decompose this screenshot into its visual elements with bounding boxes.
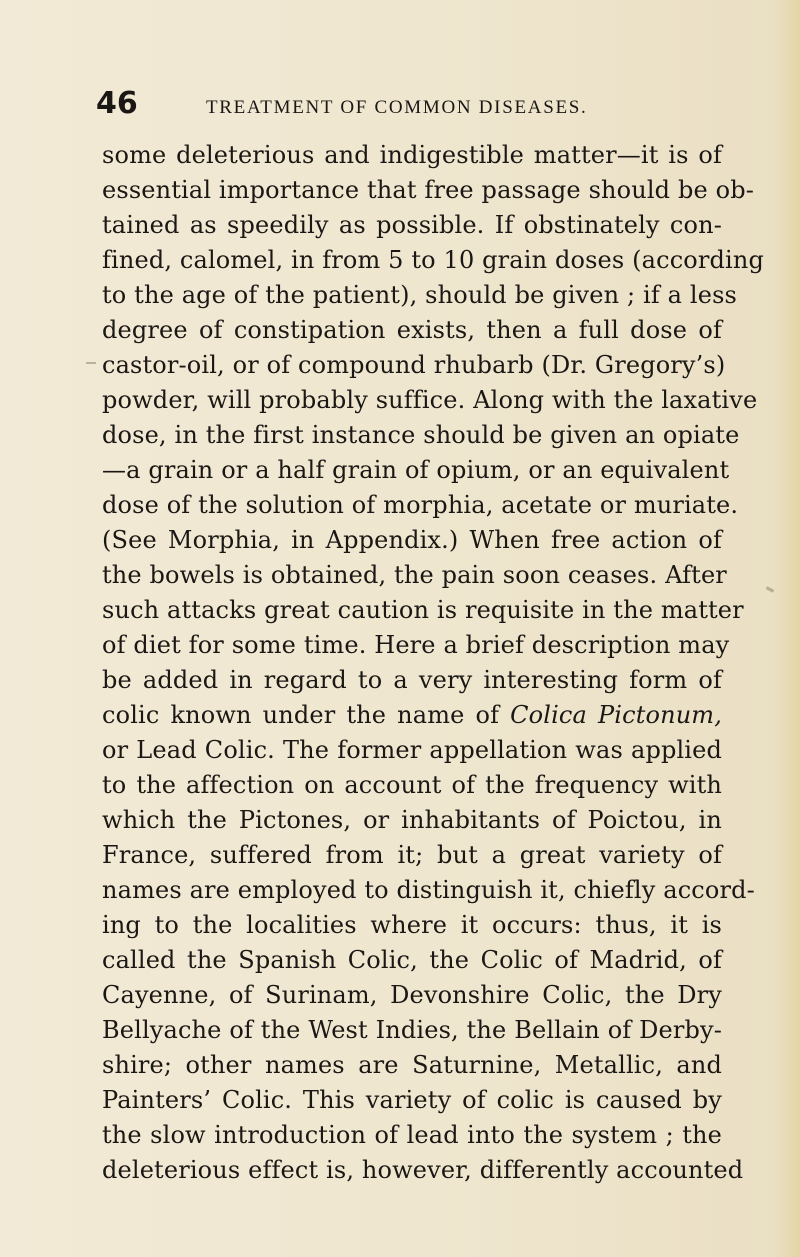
text-line: Painters’ Colic. This variety of colic is caused by [102,1086,722,1114]
text-line: of diet for some time. Here a brief description may [102,631,730,659]
print-speck [86,362,96,364]
text-line: the bowels is obtained, the pain soon ceases. After [102,561,727,589]
text-line: to the affection on account of the frequency with [102,771,722,799]
text-line: or Lead Colic. The former appellation was applied [102,736,722,764]
text-line: some deleterious and indigestible matter—it is of [102,141,722,169]
body-text [102,138,764,1188]
text-line: be added in regard to a very interesting form of [102,666,722,694]
print-speck [766,586,774,592]
text-line: —a grain or a half grain of opium, or an equivalent [102,456,730,484]
text-line: to the age of the patient), should be given ; if a less [102,281,738,309]
text-line: called the Spanish Colic, the Colic of Madrid, of [102,946,722,974]
text-line: degree of constipation exists, then a full dose of [102,316,722,344]
text-line: powder, will probably suffice. Along with the laxative [102,386,758,414]
text-line: deleterious effect is, however, differently accounted [102,1156,744,1184]
text-line: Cayenne, of Surinam, Devonshire Colic, the Dry [102,981,722,1009]
text-line: which the Pictones, or inhabitants of Poictou, in [102,806,722,834]
running-head [96,86,716,122]
running-title: TREATMENT OF COMMON DISEASES. [206,97,588,118]
page-number: 46 [96,86,138,121]
text-line: names are employed to distinguish it, chiefly accord- [102,876,755,904]
text-line: tained as speedily as possible. If obstinately con- [102,211,722,239]
text-line: ing to the localities where it occurs: thus, it is [102,911,722,939]
text-line: France, suffered from it; but a great variety of [102,841,722,869]
text-line: the slow introduction of lead into the system ; the [102,1121,722,1149]
text-line: Bellyache of the West Indies, the Bellain of Derby- [102,1016,722,1044]
text-line: fined, calomel, in from 5 to 10 grain doses (according [102,246,764,274]
text-line-segment: colic known under the name of [102,701,511,729]
text-line: dose, in the first instance should be given an opiate [102,421,740,449]
text-line: shire; other names are Saturnine, Metallic, and [102,1051,722,1079]
text-line: essential importance that free passage should be ob- [102,176,754,204]
text-line: (See Morphia, in Appendix.) When free action of [102,526,722,554]
text-line: castor-oil, or of compound rhubarb (Dr. Gregory’s) [102,351,726,379]
text-line: dose of the solution of morphia, acetate or muriate. [102,491,739,519]
text-line: such attacks great caution is requisite in the matter [102,596,744,624]
text-line-with-italic [102,698,722,733]
page-edge-shading [774,0,800,1257]
italic-term: Colica Pictonum, [510,701,722,729]
